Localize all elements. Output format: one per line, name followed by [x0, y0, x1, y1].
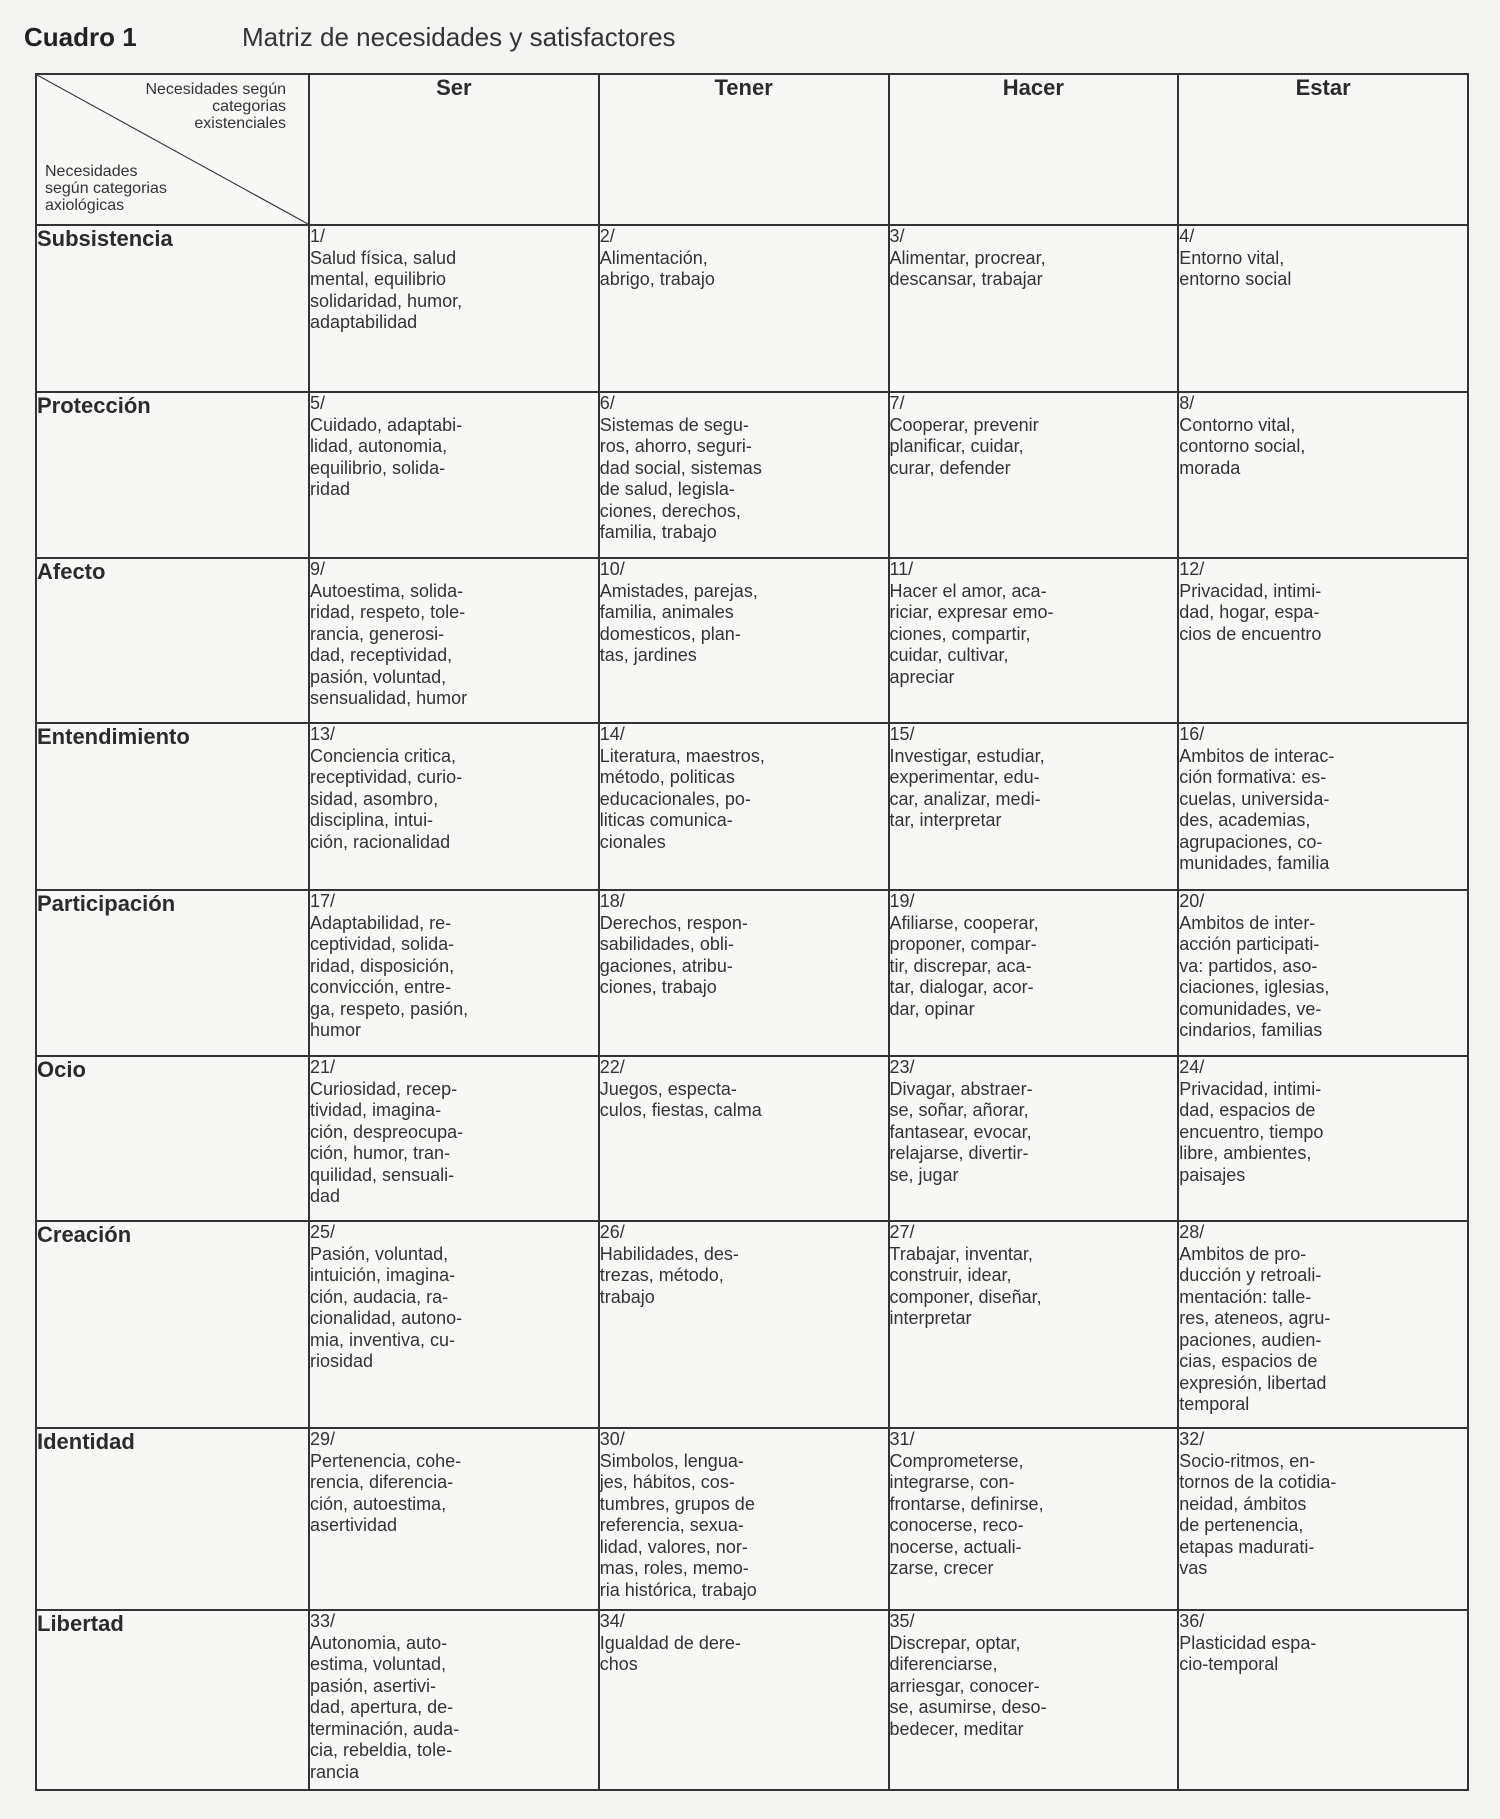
cell-number: 25/: [310, 1222, 336, 1242]
cell-text: Socio-ritmos, en- tornos de la cotidia- neidad, ámbitos de pertenencia, etapas madurati- vas: [1179, 1450, 1337, 1578]
cell-number: 29/: [310, 1429, 336, 1449]
cell-text: Investigar, estudiar, experimentar, edu- car, analizar, medi- tar, interpretar: [889, 745, 1045, 830]
cell-text: Contorno vital, contorno social, morada: [1179, 414, 1306, 478]
cell-number: 36/: [1179, 1611, 1205, 1631]
cell-number: 14/: [599, 724, 625, 744]
cell-number: 17/: [310, 891, 336, 911]
satisfier-cell: [309, 723, 599, 890]
satisfier-cell: [309, 558, 599, 723]
cell-text: Alimentación, abrigo, trabajo: [599, 247, 715, 289]
cell-text: Habilidades, des- trezas, método, trabajo: [599, 1243, 739, 1307]
satisfier-cell: [599, 225, 889, 392]
cell-text: Sistemas de segu- ros, ahorro, seguri- dad social, sistemas de salud, legisla- ciones, derechos, familia, trabajo: [599, 414, 762, 542]
satisfier-cell: [889, 558, 1179, 723]
satisfier-cell: [889, 1428, 1179, 1610]
cell-number: 27/: [889, 1222, 915, 1242]
cell-number: 13/: [310, 724, 336, 744]
satisfier-cell: [1178, 392, 1468, 558]
satisfier-cell: [309, 1428, 599, 1610]
cell-text: Pertenencia, cohe- rencia, diferencia- ción, autoestima, asertividad: [310, 1450, 462, 1535]
column-header-ser: Ser: [309, 74, 599, 225]
row-header-need: Creación: [36, 1221, 309, 1428]
cell-number: 19/: [889, 891, 915, 911]
satisfier-cell: [889, 392, 1179, 558]
satisfier-cell: [1178, 890, 1468, 1056]
satisfier-cell: [1178, 723, 1468, 890]
cell-text: Pasión, voluntad, intuición, imagina- ción, audacia, ra- cionalidad, autono- mia, inventiva, cu- riosidad: [310, 1243, 463, 1371]
cell-number: 26/: [599, 1222, 625, 1242]
cell-text: Privacidad, intimi- dad, hogar, espa- cios de encuentro: [1179, 580, 1322, 644]
cell-number: 9/: [310, 559, 326, 579]
satisfier-cell: [889, 225, 1179, 392]
cell-number: 18/: [599, 891, 625, 911]
satisfier-cell: [599, 392, 889, 558]
satisfier-cell: [309, 1610, 599, 1790]
cell-number: 15/: [889, 724, 915, 744]
cell-text: Ambitos de interac- ción formativa: es- cuelas, universida- des, academias, agrupaciones, co- munidades, familia: [1179, 745, 1335, 873]
cell-text: Hacer el amor, aca- riciar, expresar emo- ciones, compartir, cuidar, cultivar, apreciar: [889, 580, 1054, 687]
cell-text: Amistades, parejas, familia, animales domesticos, plan- tas, jardines: [599, 580, 758, 665]
cell-text: Igualdad de dere- chos: [599, 1632, 741, 1674]
cell-text: Salud física, salud mental, equilibrio solidaridad, humor, adaptabilidad: [310, 247, 463, 332]
satisfier-cell: [889, 1221, 1179, 1428]
table-title: Matriz de necesidades y satisfactores: [242, 22, 676, 52]
cell-number: 3/: [889, 226, 905, 246]
cell-text: Divagar, abstraer- se, soñar, añorar, fantasear, evocar, relajarse, divertir- se, jugar: [889, 1078, 1033, 1185]
cell-number: 22/: [599, 1057, 625, 1077]
corner-cell: [36, 74, 309, 225]
column-header-estar: Estar: [1178, 74, 1468, 225]
satisfier-cell: [309, 890, 599, 1056]
cell-text: Curiosidad, recep- tividad, imagina- ción, despreocupa- ción, humor, tran- quilidad, sensuali- dad: [310, 1078, 464, 1206]
cell-text: Privacidad, intimi- dad, espacios de encuentro, tiempo libre, ambientes, paisajes: [1179, 1078, 1324, 1185]
satisfier-cell: [599, 558, 889, 723]
cell-number: 33/: [310, 1611, 336, 1631]
cell-number: 7/: [889, 393, 905, 413]
cell-text: Cuidado, adaptabi- lidad, autonomia, equilibrio, solida- ridad: [310, 414, 463, 499]
satisfier-cell: [889, 1610, 1179, 1790]
satisfier-cell: [309, 392, 599, 558]
satisfier-cell: [599, 1610, 889, 1790]
cell-number: 12/: [1179, 559, 1205, 579]
row-header-need: Identidad: [36, 1428, 309, 1610]
satisfier-cell: [599, 1056, 889, 1221]
cell-text: Ambitos de inter- acción participati- va: partidos, aso- ciaciones, iglesias, comunidades, ve- cindarios, familias: [1179, 912, 1330, 1040]
satisfier-cell: [1178, 1056, 1468, 1221]
satisfier-cell: [599, 723, 889, 890]
satisfier-cell: [1178, 225, 1468, 392]
cell-text: Simbolos, lengua- jes, hábitos, cos- tumbres, grupos de referencia, sexua- lidad, valores, nor- mas, roles, memo- ria histórica, trabajo: [599, 1450, 757, 1600]
cell-number: 10/: [599, 559, 625, 579]
column-header-tener: Tener: [599, 74, 889, 225]
satisfier-cell: [309, 1221, 599, 1428]
satisfier-cell: [889, 723, 1179, 890]
row-header-need: Libertad: [36, 1610, 309, 1790]
row-header-need: Entendimiento: [36, 723, 309, 890]
cell-text: Adaptabilidad, re- ceptividad, solida- ridad, disposición, convicción, entre- ga, respeto, pasión, humor: [310, 912, 469, 1040]
satisfier-cell: [1178, 558, 1468, 723]
matrix-row: [36, 1428, 1468, 1610]
table-label: Cuadro 1: [24, 22, 137, 52]
matrix-body: [36, 225, 1468, 1790]
cell-number: 28/: [1179, 1222, 1205, 1242]
satisfier-cell: [1178, 1610, 1468, 1790]
cell-number: 34/: [599, 1611, 625, 1631]
satisfier-cell: [599, 890, 889, 1056]
satisfier-cell: [1178, 1428, 1468, 1610]
satisfier-cell: [309, 225, 599, 392]
cell-number: 1/: [310, 226, 326, 246]
matrix-row: [36, 225, 1468, 392]
satisfier-cell: [309, 1056, 599, 1221]
cell-text: Afiliarse, cooperar, proponer, compar- tir, discrepar, aca- tar, dialogar, acor- dar, opinar: [889, 912, 1039, 1019]
cell-number: 20/: [1179, 891, 1205, 911]
cell-text: Juegos, especta- culos, fiestas, calma: [599, 1078, 762, 1120]
matrix-row: [36, 1610, 1468, 1790]
cell-number: 8/: [1179, 393, 1195, 413]
satisfier-cell: [889, 890, 1179, 1056]
cell-number: 21/: [310, 1057, 336, 1077]
cell-text: Comprometerse, integrarse, con- frontarse, definirse, conocerse, reco- nocerse, actuali- zarse, crecer: [889, 1450, 1044, 1578]
cell-text: Autonomia, auto- estima, voluntad, pasión, asertivi- dad, apertura, de- terminación, auda- cia, rebeldia, tole- rancia: [310, 1632, 460, 1782]
cell-text: Derechos, respon- sabilidades, obli- gaciones, atribu- ciones, trabajo: [599, 912, 748, 997]
satisfier-cell: [1178, 1221, 1468, 1428]
matrix-row: [36, 1056, 1468, 1221]
cell-text: Entorno vital, entorno social: [1179, 247, 1292, 289]
cell-text: Plasticidad espa- cio-temporal: [1179, 1632, 1317, 1674]
row-header-need: Ocio: [36, 1056, 309, 1221]
cell-text: Autoestima, solida- ridad, respeto, tole- rancia, generosi- dad, receptividad, pasión, voluntad, sensualidad, humor: [310, 580, 468, 708]
header-row: [36, 74, 1468, 225]
matrix-row: [36, 890, 1468, 1056]
row-header-need: Subsistencia: [36, 225, 309, 392]
satisfier-cell: [599, 1221, 889, 1428]
satisfier-cell: [889, 1056, 1179, 1221]
cell-number: 35/: [889, 1611, 915, 1631]
cell-number: 2/: [599, 226, 615, 246]
matrix-row: [36, 723, 1468, 890]
existential-categories-label: Necesidades según categorias existenciales: [145, 81, 286, 132]
matrix-row: [36, 558, 1468, 723]
cell-text: Cooperar, prevenir planificar, cuidar, curar, defender: [889, 414, 1039, 478]
row-header-need: Afecto: [36, 558, 309, 723]
cell-number: 30/: [599, 1429, 625, 1449]
cell-number: 4/: [1179, 226, 1195, 246]
cell-number: 16/: [1179, 724, 1205, 744]
needs-satisfiers-matrix: [35, 73, 1469, 1791]
cell-text: Discrepar, optar, diferenciarse, arriesgar, conocer- se, asumirse, deso- bedecer, meditar: [889, 1632, 1047, 1739]
row-header-need: Participación: [36, 890, 309, 1056]
cell-number: 6/: [599, 393, 615, 413]
matrix-row: [36, 392, 1468, 558]
document-header: [24, 22, 676, 58]
cell-number: 5/: [310, 393, 326, 413]
cell-number: 32/: [1179, 1429, 1205, 1449]
cell-number: 31/: [889, 1429, 915, 1449]
cell-text: Literatura, maestros, método, politicas educacionales, po- liticas comunica- cionales: [599, 745, 765, 852]
axiological-categories-label: Necesidades según categorias axiológicas: [45, 163, 167, 214]
matrix-row: [36, 1221, 1468, 1428]
row-header-need: Protección: [36, 392, 309, 558]
cell-text: Conciencia critica, receptividad, curio- sidad, asombro, disciplina, intui- ción, racionalidad: [310, 745, 463, 852]
satisfier-cell: [599, 1428, 889, 1610]
cell-number: 11/: [889, 559, 914, 579]
cell-text: Ambitos de pro- ducción y retroali- mentación: talle- res, ateneos, agru- paciones, audien- cias, espacios de expresión, libertad temporal: [1179, 1243, 1331, 1414]
cell-number: 23/: [889, 1057, 915, 1077]
cell-text: Alimentar, procrear, descansar, trabajar: [889, 247, 1046, 289]
cell-number: 24/: [1179, 1057, 1205, 1077]
column-header-hacer: Hacer: [889, 74, 1179, 225]
cell-text: Trabajar, inventar, construir, idear, componer, diseñar, interpretar: [889, 1243, 1042, 1328]
